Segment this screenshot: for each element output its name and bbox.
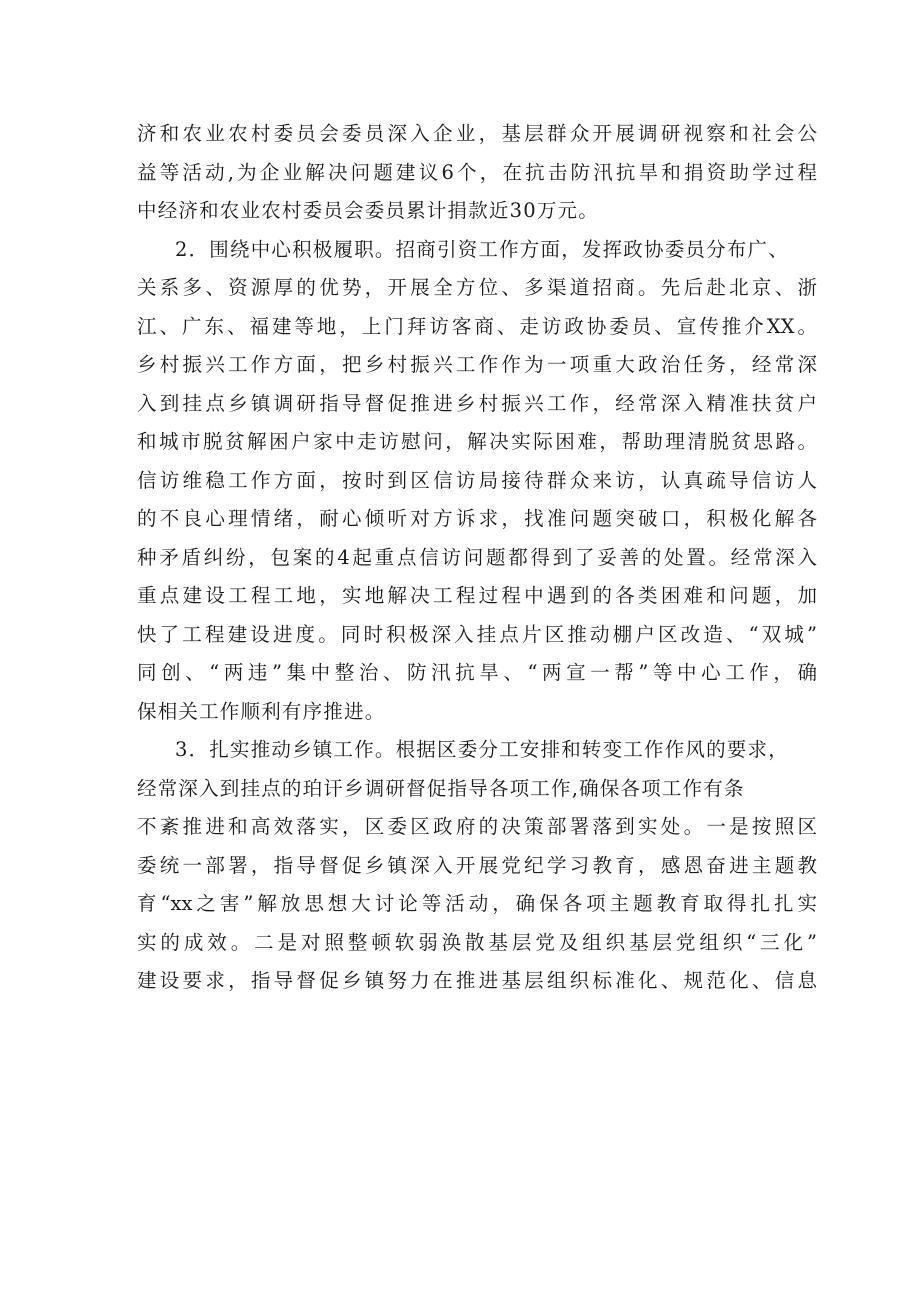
- paragraph-heading-2: 2．围绕中心积极履职。招商引资工作方面，发挥政协委员分布广、: [175, 237, 789, 261]
- text-line: 的不良心理情绪，耐心倾听对方诉求，找准问题突破口，积极化解各: [137, 507, 817, 530]
- text-line: 实的成效。二是对照整顿软弱涣散基层党及组织基层党组织“三化”: [137, 930, 817, 954]
- text-line: 乡村振兴工作方面，把乡村振兴工作作为一项重大政治任务，经常深: [137, 353, 817, 376]
- text-line: 江、广东、福建等地，上门拜访客商、走访政协委员、宣传推介XX。: [137, 314, 817, 338]
- text-line: 不紊推进和高效落实，区委区政府的决策部署落到实处。一是按照区: [137, 815, 817, 838]
- text-line: 同创、“两违”集中整治、防汛抗旱、“两宣一帮”等中心工作，确: [137, 661, 817, 684]
- text-line: 建设要求，指导督促乡镇努力在推进基层组织标准化、规范化、信息: [137, 969, 817, 992]
- text-line: 益等活动,为企业解决问题建议6个，在抗击防汛抗旱和捐资助学过程: [137, 160, 817, 184]
- text-line: 委统一部署，指导督促乡镇深入开展党纪学习教育，感恩奋进主题教: [137, 853, 817, 877]
- text-line: 入到挂点乡镇调研指导督促推进乡村振兴工作，经常深入精准扶贫户: [137, 391, 817, 415]
- text-line: 关系多、资源厚的优势，开展全方位、多渠道招商。先后赴北京、浙: [137, 276, 817, 299]
- text-line: 经常深入到挂点的珀讦乡调研督促指导各项工作,确保各项工作有条: [137, 776, 745, 800]
- document-body: [137, 115, 817, 1001]
- paragraph-heading-3: 3．扎实推动乡镇工作。根据区委分工安排和转变工作作风的要求，: [175, 738, 789, 761]
- text-line: 保相关工作顺利有序推进。: [137, 699, 386, 723]
- text-line: 种矛盾纠纷，包案的4起重点信访问题都得到了妥善的处置。经常深入: [137, 545, 817, 569]
- text-line: 信访维稳工作方面，按时到区信访局接待群众来访，认真疏导信访人: [137, 468, 817, 492]
- text-line: 济和农业农村委员会委员深入企业，基层群众开展调研视察和社会公: [137, 122, 817, 145]
- text-line: 中经济和农业农村委员会委员累计捐款近30万元。: [137, 199, 599, 222]
- text-line: 育“xx之害”解放思想大讨论等活动，确保各项主题教育取得扎扎实: [137, 892, 817, 915]
- text-line: 重点建设工程工地，实地解决工程过程中遇到的各类困难和问题，加: [137, 584, 817, 607]
- text-line: 快了工程建设进度。同时积极深入挂点片区推动棚户区改造、“双城”: [137, 622, 817, 646]
- text-line: 和城市脱贫解困户家中走访慰问，解决实际困难，帮助理清脱贫思路。: [137, 430, 817, 453]
